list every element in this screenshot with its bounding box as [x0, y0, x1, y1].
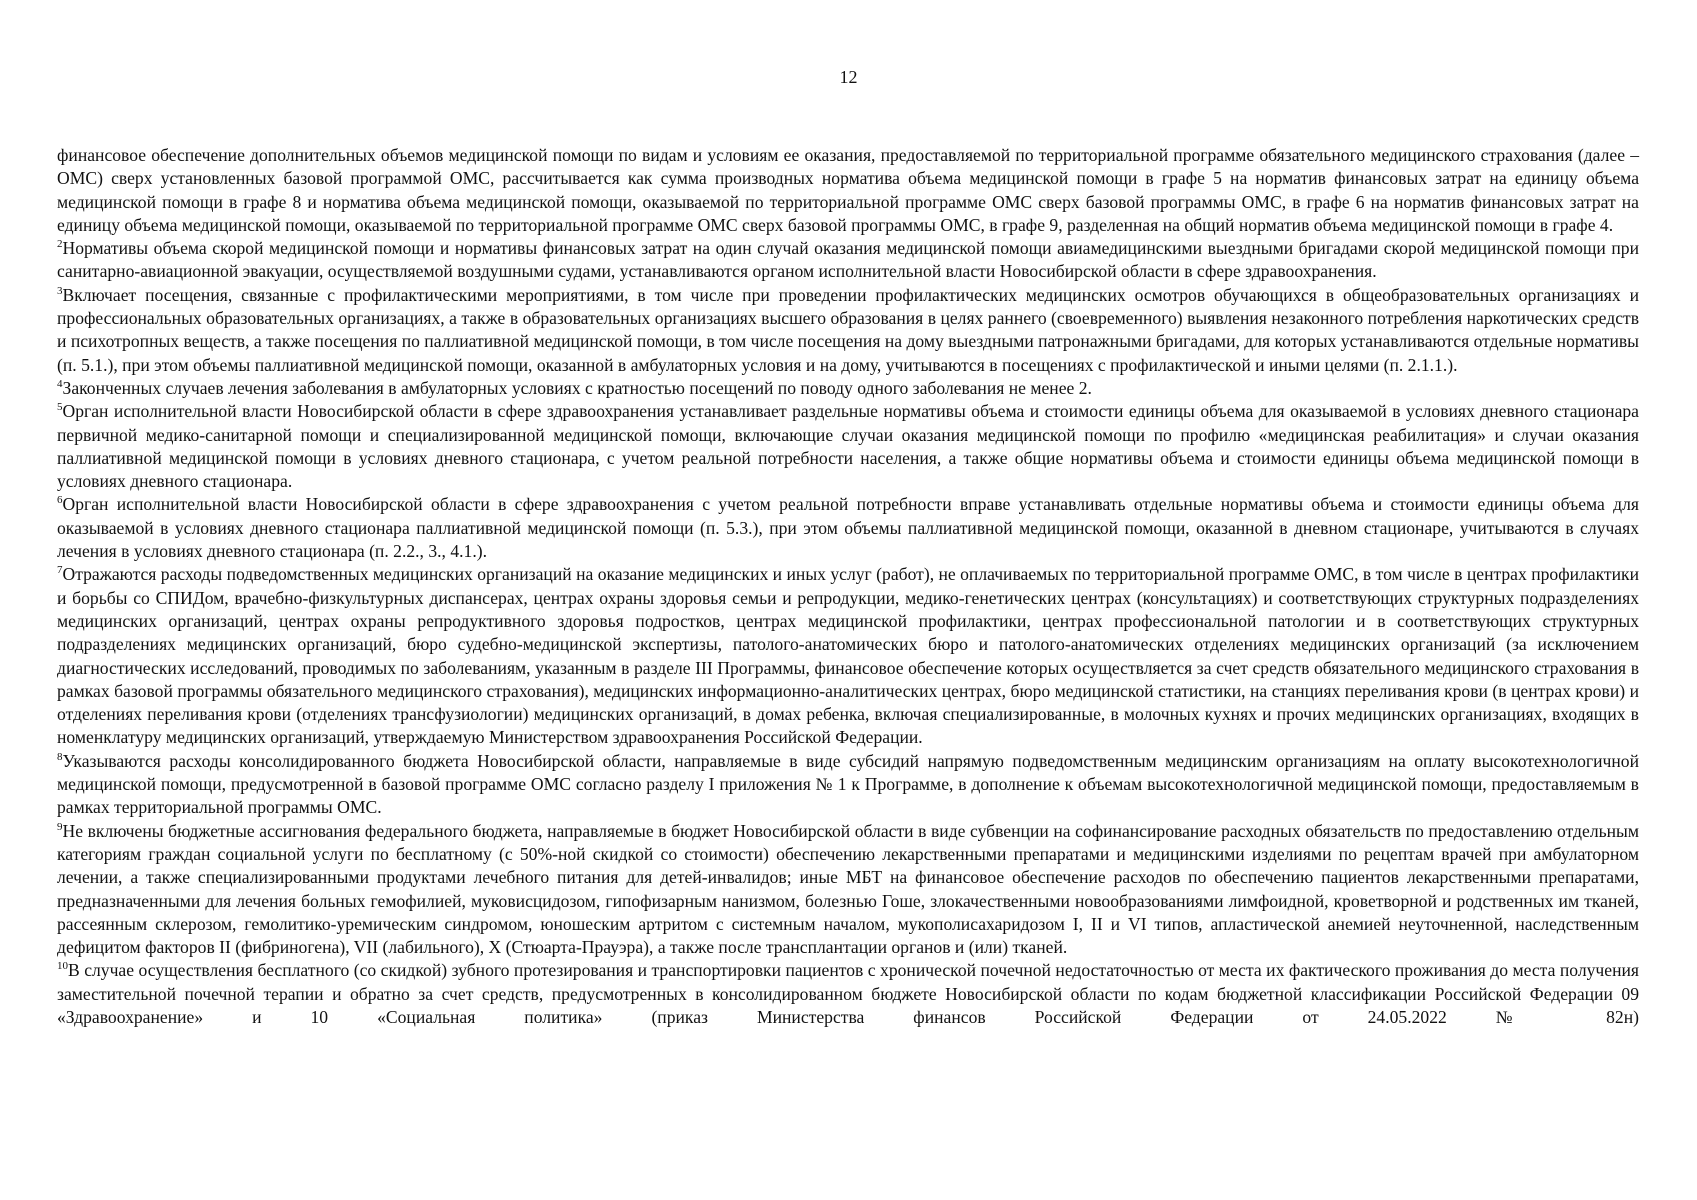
footnote-marker: 5 [57, 401, 63, 414]
footnote-text: Отражаются расходы подведомственных медицинских организаций на оказание медицинских и иных услуг (работ), не оплачиваемых по территориальной программе ОМС, в том числе в центрах профилактики и борьбы со СПИДом, врачебно-физкультурных диспансерах, центрах охраны здоровья семьи и репродукции, медико-генетических центрах (консультациях) и соответствующих структурных подразделениях медицинских организаций, центрах охраны репродуктивного здоровья подростков, центрах медицинской профилактики, центрах профессиональной патологии и в соответствующих структурных подразделениях медицинских организаций, бюро судебно-медицинской экспертизы, патолого-анатомических бюро и патолого-анатомических отделениях медицинских организаций (за исключением диагностических исследований, проводимых по заболеваниям, указанным в разделе III Программы, финансовое обеспечение которых осуществляется за счет средств обязательного медицинского страхования в рамках базовой программы обязательного медицинского страхования), медицинских информационно-аналитических центрах, бюро медицинской статистики, на станциях переливания крови (в центрах крови) и отделениях переливания крови (отделениях трансфузиологии) медицинских организаций, в домах ребенка, включая специализированные, в молочных кухнях и прочих медицинских организациях, входящих в номенклатуру медицинских организаций, утверждаемую Министерством здравоохранения Российской Федерации. [57, 564, 1639, 748]
footnote-marker: 4 [57, 378, 63, 391]
footnote-text: финансовое обеспечение дополнительных объемов медицинской помощи по видам и условиям ее оказания, предоставляемой по территориальной программе обязательного медицинского страхования (далее – ОМС) сверх установленных базовой программой ОМС, рассчитывается как сумма производных норматива объема медицинской помощи в графе 5 на норматив финансовых затрат на единицу объема медицинской помощи в графе 8 и норматива объема медицинской помощи, оказываемой по территориальной программе ОМС сверх базовой программы ОМС, в графе 6 на норматив финансовых затрат на единицу объема медицинской помощи, оказываемой по территориальной программе ОМС сверх базовой программы ОМС, в графе 9, разделенная на общий норматив объема медицинской помощи в графе 4. [57, 145, 1639, 235]
footnote-marker: 7 [57, 564, 63, 577]
footnote-marker: 8 [57, 750, 63, 763]
footnote-marker: 6 [57, 494, 63, 507]
footnote-text: Включает посещения, связанные с профилактическими мероприятиями, в том числе при проведении профилактических медицинских осмотров обучающихся в общеобразовательных организациях и профессиональных образовательных организациях, а также в образовательных организациях высшего образования в целях раннего (своевременного) выявления незаконного потребления наркотических средств и психотропных веществ, а также посещения по паллиативной медицинской помощи, в том числе посещения на дому выездными патронажными бригадами, для которых устанавливаются отдельные нормативы (п. 5.1.), при этом объемы паллиативной медицинской помощи, оказанной в амбулаторных условия и на дому, учитываются в посещениях с профилактической и иными целями (п. 2.1.1.). [57, 284, 1639, 375]
footnote-6 [57, 493, 1639, 563]
footnote-5 [57, 400, 1639, 493]
footnote-10 [57, 959, 1639, 1029]
footnote-text: Указываются расходы консолидированного бюджета Новосибирской области, направляемые в виде субсидий напрямую подведомственным медицинским организациям на оплату высокотехнологичной медицинской помощи, предусмотренной в базовой программе ОМС согласно разделу I приложения № 1 к Программе, в дополнение к объемам высокотехнологичной медицинской помощи, предоставляемым в рамках территориальной программы ОМС. [57, 750, 1639, 818]
footnote-marker: 9 [57, 820, 63, 833]
footnote-text: Не включены бюджетные ассигнования федерального бюджета, направляемые в бюджет Новосибирской области в виде субвенции на софинансирование расходных обязательств по предоставлению отдельным категориям граждан социальной услуги по бесплатному (с 50%-ной скидкой со стоимости) обеспечению лекарственными препаратами и медицинскими изделиями по рецептам врачей при амбулаторном лечении, а также специализированными продуктами лечебного питания для детей-инвалидов; иные МБТ на финансовое обеспечение расходов по обеспечению пациентов лекарственными препаратами, предназначенными для лечения больных гемофилией, муковисцидозом, гипофизарным нанизмом, болезнью Гоше, злокачественными новообразованиями лимфоидной, кроветворной и родственных им тканей, рассеянным склерозом, гемолитико-уремическим синдромом, юношеским артритом с системным началом, мукополисахаридозом I, II и VI типов, апластической анемией неуточненной, наследственным дефицитом факторов II (фибриногена), VII (лабильного), X (Стюарта-Прауэра), а также после трансплантации органов и (или) тканей. [57, 820, 1639, 958]
footnote-marker: 10 [57, 960, 68, 973]
footnote-8 [57, 750, 1639, 820]
footnote-text: Нормативы объема скорой медицинской помощи и нормативы финансовых затрат на один случай оказания медицинской помощи авиамедицинскими выездными бригадами скорой медицинской помощи при санитарно-авиационной эвакуации, осуществляемой воздушными судами, устанавливаются органом исполнительной власти Новосибирской области в сфере здравоохранения. [57, 238, 1639, 282]
footnote-3 [57, 284, 1639, 377]
footnote-4 [57, 377, 1639, 400]
footnote-2 [57, 237, 1639, 284]
footnotes-block [57, 144, 1639, 1029]
footnote-9 [57, 820, 1639, 960]
footnote-7 [57, 563, 1639, 749]
footnote-text: Орган исполнительной власти Новосибирской области в сфере здравоохранения устанавливает раздельные нормативы объема и стоимости единицы объема для оказываемой в условиях дневного стационара первичной медико-санитарной помощи и специализированной медицинской помощи, включающие случаи оказания медицинской помощи по профилю «медицинская реабилитация» и случаи оказания паллиативной медицинской помощи в условиях дневного стационара, с учетом реальной потребности населения, а также общие нормативы объема и стоимости единицы объема медицинской помощи в условиях дневного стационара. [57, 401, 1639, 492]
footnote-text: В случае осуществления бесплатного (со скидкой) зубного протезирования и транспортировки пациентов с хронической почечной недостаточностью от места их фактического проживания до места получения заместительной почечной терапии и обратно за счет средств, предусмотренных в консолидированном бюджете Новосибирской области по кодам бюджетной классификации Российской Федерации 09 «Здравоохранение» и 10 «Социальная политика» (приказ Министерства финансов Российской Федерации от 24.05.2022 № 82н) [57, 960, 1639, 1027]
footnote-marker: 3 [57, 284, 63, 297]
footnote-text: Орган исполнительной власти Новосибирской области в сфере здравоохранения с учетом реальной потребности вправе устанавливать отдельные нормативы объема и стоимости единицы объема для оказываемой в условиях дневного стационара паллиативной медицинской помощи (п. 5.3.), при этом объемы паллиативной медицинской помощи, оказанной в дневном стационаре, учитываются в случаях лечения в условиях дневного стационара (п. 2.2., 3., 4.1.). [57, 494, 1639, 562]
footnote-text: Законченных случаев лечения заболевания в амбулаторных условиях с кратностью посещений по поводу одного заболевания не менее 2. [62, 377, 1092, 398]
footnote-continuation [57, 144, 1639, 237]
footnote-marker: 2 [57, 238, 63, 251]
page-number: 12 [839, 67, 858, 87]
